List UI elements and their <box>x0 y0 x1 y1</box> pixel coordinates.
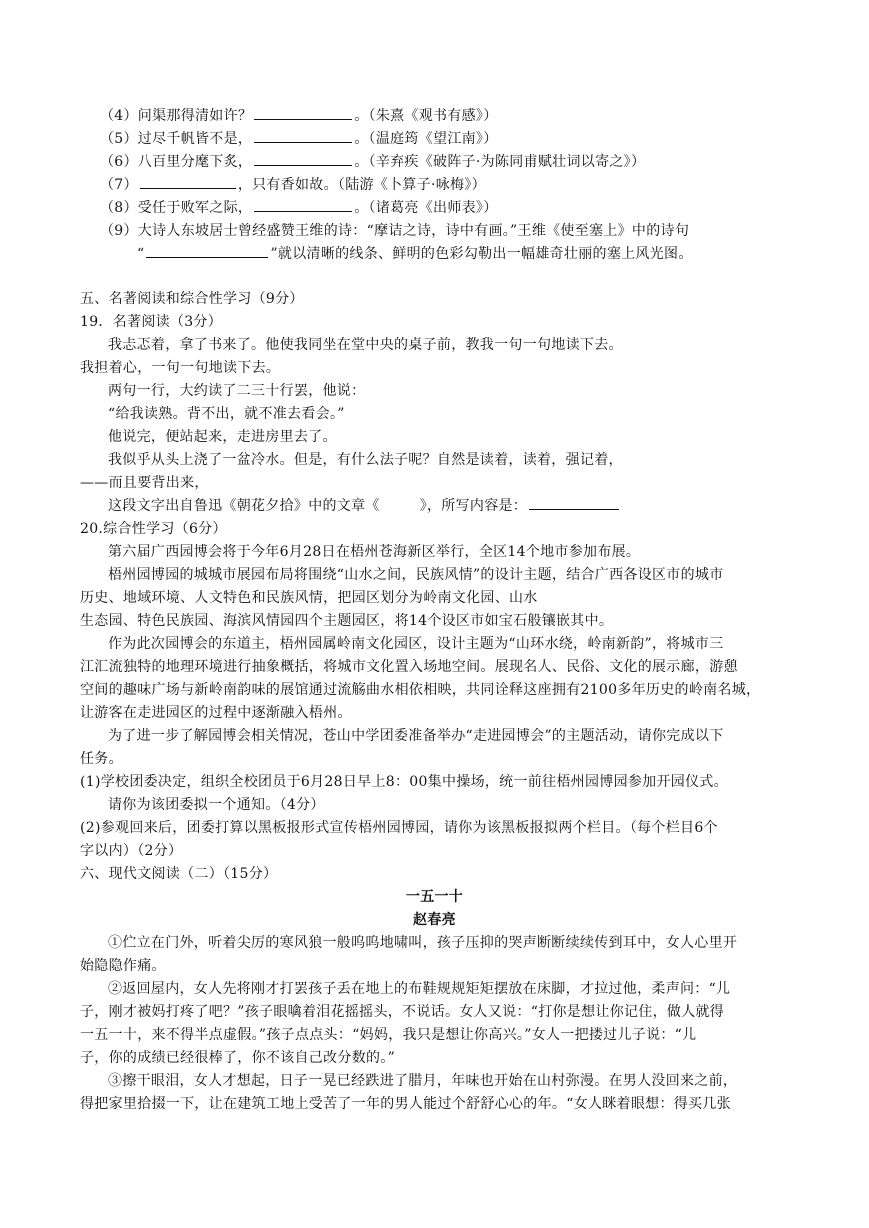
article-author: 赵春亮 <box>413 912 456 928</box>
question-line <box>108 495 621 517</box>
section-heading: 六、现代文阅读（二）（15分） <box>80 866 278 882</box>
passage-line: 第六届广西园博会将于今年6月28日在梧州苍海新区举行，全区14个地市参加布展。 <box>108 544 641 560</box>
item-source: 。（诸葛亮《出师表》） <box>354 200 498 216</box>
article-line: ③擦干眼泪，女人才想起，日子一晃已经跌进了腊月，年味也开始在山村弥漫。在男人没回来之前， <box>108 1073 738 1089</box>
passage-line: 我担着心，一句一句地读下去。 <box>80 360 281 376</box>
item-text: （7） <box>100 177 138 193</box>
task-line: 字以内）（2分） <box>80 843 183 859</box>
article-title: 一五一十 <box>405 889 464 905</box>
passage-line: 我忐忑着，拿了书来了。他使我同坐在堂中央的桌子前，教我一句一句地读下去。 <box>108 337 623 353</box>
poem-item-6 <box>100 151 645 173</box>
question-text: 》，所写内容是： <box>419 498 528 514</box>
passage-line: 任务。 <box>80 751 123 767</box>
item-text: ”就以清晰的线条、鲜明的色彩勾勒出一幅雄奇壮丽的塞上风光图。 <box>270 246 693 262</box>
article-line: 一五一十，来不得半点虚假。”孩子点点头：“妈妈，我只是想让你高兴。”女人一把搂过儿子说：“儿 <box>80 1027 697 1043</box>
passage-line: 空间的趣味广场与新岭南韵味的展馆通过流觞曲水相依相映，共同诠释这座拥有2100多年历史的岭南名城， <box>80 682 761 698</box>
item-source: 。（温庭筠《望江南》） <box>354 131 498 147</box>
item-text: （6）八百里分麾下炙， <box>100 154 253 170</box>
passage-line: 历史、地域环境、人文特色和民族风情，把园区划分为岭南文化园、山水 <box>80 590 538 606</box>
answer-blank[interactable] <box>254 128 352 143</box>
item-source: 。（辛弃疾《破阵子·为陈同甫赋壮词以寄之》） <box>354 154 646 170</box>
passage-line: 生态园、特色民族园、海滨风情园四个主题园区，将14个设区市如宝石般镶嵌其中。 <box>80 613 614 629</box>
passage-line: 江汇流独特的地理环境进行抽象概括，将城市文化置入场地空间。展现名人、民俗、文化的展示廊，游憩 <box>80 659 738 675</box>
poem-item-9-line2 <box>137 243 693 265</box>
answer-blank[interactable] <box>254 197 352 212</box>
article-line: ①伫立在门外，听着尖厉的寒风狼一般呜呜地啸叫，孩子压抑的哭声断断续续传到耳中，女人心里开 <box>108 935 738 951</box>
poem-item-5 <box>100 128 498 150</box>
article-line: 子，你的成绩已经很棒了，你不该自己改分数的。” <box>80 1050 396 1066</box>
item-text: （5）过尽千帆皆不是， <box>100 131 253 147</box>
poem-item-4 <box>100 105 498 127</box>
passage-line: 两句一行，大约读了二三十行罢，他说： <box>108 383 366 399</box>
item-source: 。（朱熹《观书有感》） <box>354 108 498 124</box>
section-heading: 五、名著阅读和综合性学习（9分） <box>80 291 304 307</box>
item-source: ，只有香如故。（陆游《卜算子·咏梅》） <box>237 177 486 193</box>
item-text: （4）问渠那得清如许？ <box>100 108 253 124</box>
passage-line: ——而且要背出来， <box>80 475 209 491</box>
article-line: 始隐隐作痛。 <box>80 958 166 974</box>
poem-item-8 <box>100 197 498 219</box>
answer-blank[interactable] <box>254 151 352 166</box>
task-line: (2)参观回来后，团委打算以黑板报形式宣传梧州园博园，请你为该黑板报拟两个栏目。（每个栏目6个 <box>80 820 718 836</box>
item-text: “ <box>137 246 145 262</box>
passage-line: “给我读熟。背不出，就不准去看会。” <box>108 406 345 422</box>
question-text: 这段文字出自鲁迅《朝花夕拾》中的文章《 <box>108 498 380 514</box>
article-line: ②返回屋内，女人先将刚才打罢孩子丢在地上的布鞋规规矩矩摆放在床脚，才拉过他，柔声问：“儿 <box>108 981 731 997</box>
answer-blank[interactable] <box>146 243 268 258</box>
answer-blank[interactable] <box>254 105 352 120</box>
question-heading: 19．名著阅读（3分） <box>80 314 223 330</box>
article-line: 子，刚才被妈打疼了吧？”孩子眼噙着泪花摇摇头，不说话。女人又说：“打你是想让你记住，做人就得 <box>80 1004 725 1020</box>
passage-line: 让游客在走进园区的过程中逐渐融入梧州。 <box>80 705 352 721</box>
poem-item-7 <box>100 174 486 196</box>
passage-line: 我似乎从头上浇了一盆冷水。但是，有什么法子呢？自然是读着，读着，强记着， <box>108 452 623 468</box>
task-line: 请你为该团委拟一个通知。（4分） <box>108 797 325 813</box>
question-heading: 20.综合性学习（6分） <box>80 521 227 537</box>
passage-line: 作为此次园博会的东道主，梧州园属岭南文化园区，设计主题为“山环水绕，岭南新韵”，将城市三 <box>108 636 724 652</box>
passage-line: 他说完，便站起来，走进房里去了。 <box>108 429 337 445</box>
article-line: 得把家里拾掇一下，让在建筑工地上受苦了一年的男人能过个舒舒心心的年。“女人眯着眼想：得买几张 <box>80 1096 731 1112</box>
task-line: (1)学校团委决定，组织全校团员于6月28日早上8：00集中操场，统一前往梧州园博园参加开园仪式。 <box>80 774 728 790</box>
poem-item-9-line1: （9）大诗人东坡居士曾经盛赞王维的诗：“摩诘之诗，诗中有画。”王维《使至塞上》中的诗句 <box>100 223 690 239</box>
answer-blank[interactable] <box>140 174 236 189</box>
answer-blank[interactable] <box>529 495 619 510</box>
passage-line: 梧州园博园的城城市展园布局将围绕“山水之间，民族风情”的设计主题，结合广西各设区市的城市 <box>108 567 724 583</box>
item-text: （8）受任于败军之际， <box>100 200 253 216</box>
passage-line: 为了进一步了解园博会相关情况，苍山中学团委准备举办“走进园博会”的主题活动，请你完成以下 <box>108 728 724 744</box>
